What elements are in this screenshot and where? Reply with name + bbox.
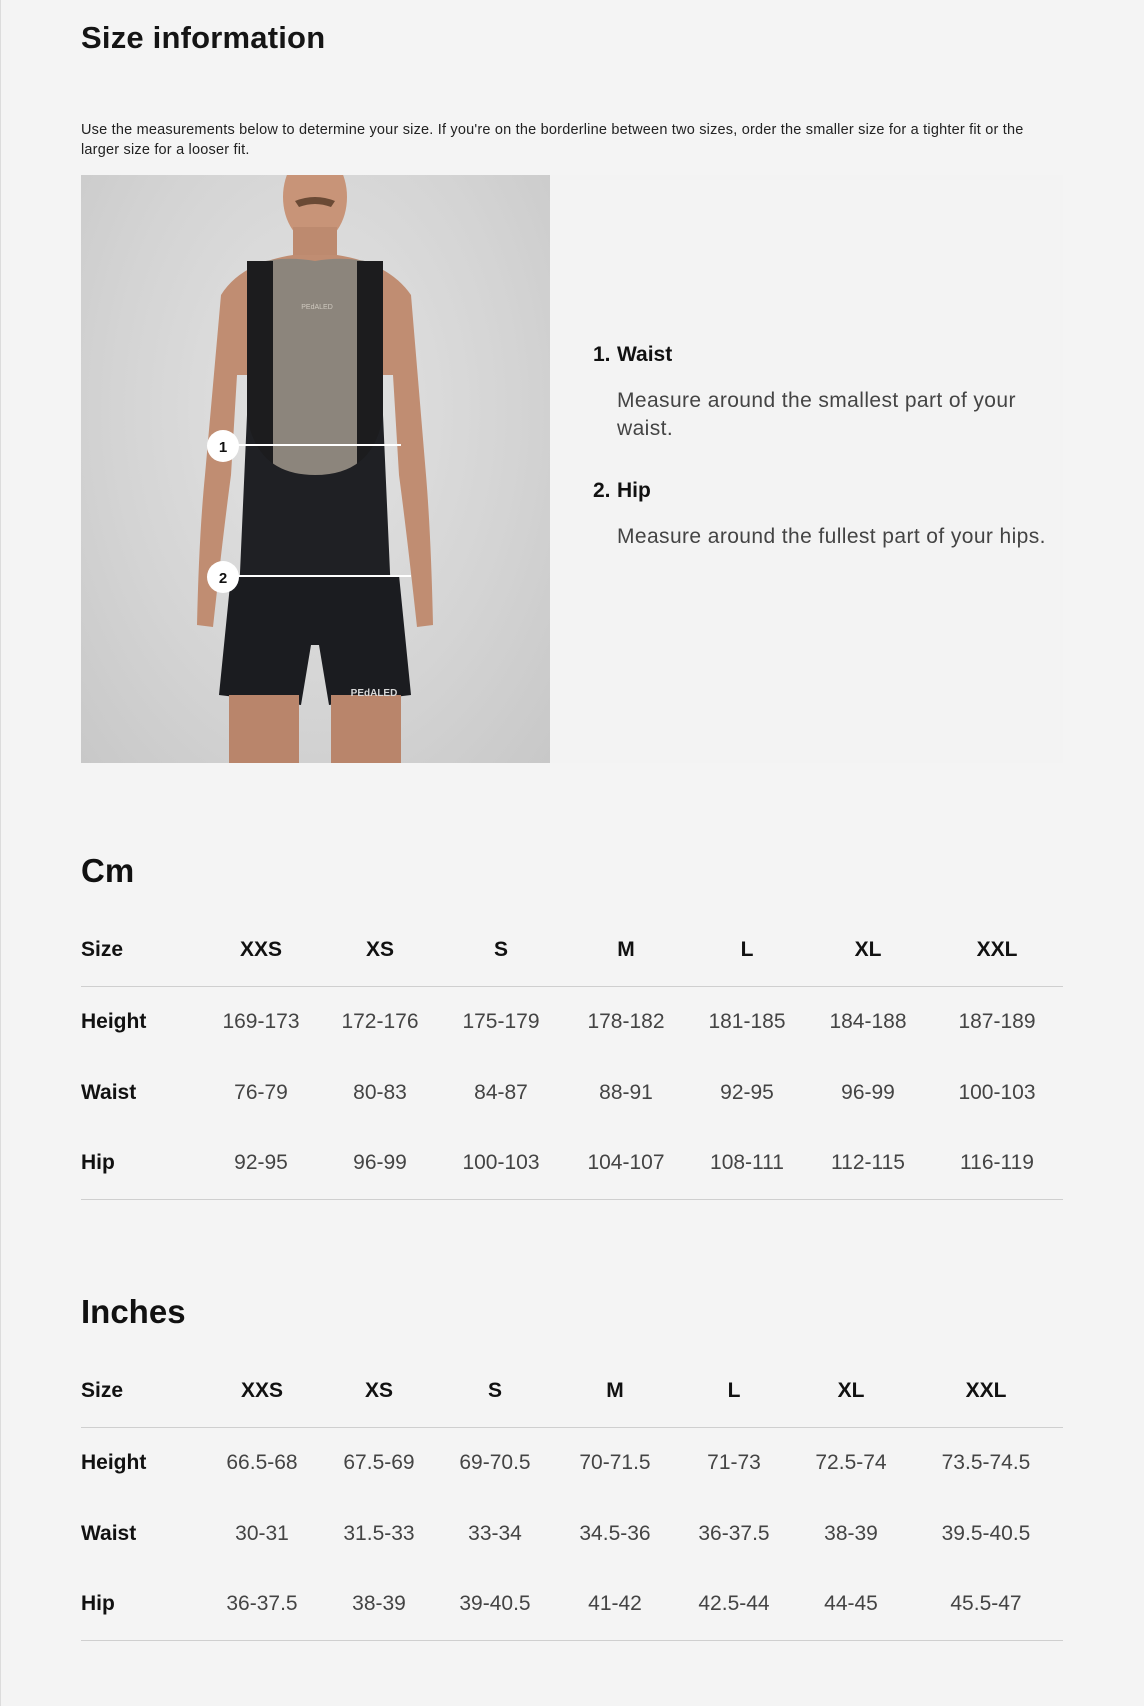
measurement-name: Hip: [617, 479, 651, 502]
table-cell: 96-99: [841, 1080, 895, 1104]
measurement-waist: [593, 343, 1053, 443]
table-cell: 33-34: [468, 1521, 522, 1545]
table-cell: 42.5-44: [675, 1569, 793, 1640]
table-cell: 172-176: [341, 1009, 419, 1033]
table-cell: 169-173: [222, 1009, 300, 1033]
table-cell: 80-83: [353, 1080, 407, 1104]
model-photo: [81, 175, 550, 763]
table-cell: 116-119: [931, 1128, 1063, 1199]
table-header-row: [81, 1355, 1063, 1427]
table-cell: 104-107: [563, 1128, 689, 1199]
waist-marker-label: 1: [218, 439, 228, 456]
table-row: [81, 1427, 1063, 1498]
row-label: Waist: [81, 1521, 137, 1545]
table-cell: 181-185: [708, 1009, 786, 1033]
column-header: XXL: [909, 1355, 1063, 1427]
page-title: Size information: [81, 20, 326, 55]
measurement-description: Measure around the smallest part of your waist.: [617, 389, 1016, 440]
row-label: Waist: [81, 1080, 137, 1104]
table-cell: 76-79: [234, 1080, 288, 1104]
column-header: S: [439, 914, 563, 986]
table-row: [81, 1128, 1063, 1199]
intro-text: Use the measurements below to determine your size. If you're on the borderline between two sizes, order the smaller size for a tighter fit or the larger size for a looser fit.: [81, 122, 1024, 158]
table-cell: 100-103: [439, 1128, 563, 1199]
table-cell: 70-71.5: [579, 1450, 651, 1474]
hip-marker-label: 2: [218, 570, 228, 587]
table-cell: 92-95: [201, 1128, 321, 1199]
column-header: XS: [321, 914, 439, 986]
measurement-instructions: [593, 343, 1053, 587]
table-cell: 187-189: [958, 1009, 1036, 1033]
model-illustration: [81, 175, 550, 763]
inches-section-title: Inches: [81, 1293, 186, 1330]
table-cell: 71-73: [707, 1450, 761, 1474]
column-header: M: [555, 1355, 675, 1427]
column-header: M: [563, 914, 689, 986]
cm-section-title: Cm: [81, 852, 135, 889]
measurement-number: 1.: [593, 343, 611, 366]
row-label: Hip: [81, 1128, 201, 1199]
column-header: XS: [323, 1355, 435, 1427]
table-cell: 66.5-68: [226, 1450, 298, 1474]
table-cell: 184-188: [829, 1009, 907, 1033]
table-cell: 112-115: [805, 1128, 931, 1199]
table-cell: 92-95: [720, 1080, 774, 1104]
table-cell: 36-37.5: [201, 1569, 323, 1640]
table-row: [81, 986, 1063, 1057]
table-row: [81, 1057, 1063, 1128]
table-cell: 38-39: [323, 1569, 435, 1640]
column-header: XL: [793, 1355, 909, 1427]
waist-marker: [207, 430, 239, 462]
measurement-figure: [81, 175, 1063, 763]
table-cell: 100-103: [958, 1080, 1036, 1104]
measurement-name: Waist: [617, 343, 673, 366]
table-cell: 44-45: [793, 1569, 909, 1640]
column-header: L: [689, 914, 805, 986]
table-cell: 67.5-69: [343, 1450, 415, 1474]
hip-marker: [207, 561, 239, 593]
table-cell: 73.5-74.5: [941, 1450, 1031, 1474]
table-cell: 108-111: [689, 1128, 805, 1199]
table-row: [81, 1569, 1063, 1640]
table-cell: 30-31: [235, 1521, 289, 1545]
inches-size-table: [81, 1355, 1063, 1641]
table-cell: 31.5-33: [343, 1521, 415, 1545]
column-header: XXS: [201, 914, 321, 986]
column-header: XXL: [931, 914, 1063, 986]
table-cell: 34.5-36: [579, 1521, 651, 1545]
column-header: Size: [81, 914, 201, 986]
table-cell: 39.5-40.5: [941, 1521, 1031, 1545]
table-cell: 72.5-74: [815, 1450, 887, 1474]
row-label: Height: [81, 1009, 147, 1033]
row-label: Height: [81, 1450, 147, 1474]
table-cell: 39-40.5: [435, 1569, 555, 1640]
cm-size-table: [81, 914, 1063, 1200]
column-header: Size: [81, 1355, 201, 1427]
column-header: L: [675, 1355, 793, 1427]
shorts-brand: PEdALED: [350, 688, 398, 699]
measurement-hip: [593, 479, 1053, 551]
table-cell: 88-91: [599, 1080, 653, 1104]
chest-brand: PEdALED: [301, 304, 333, 311]
table-cell: 69-70.5: [459, 1450, 531, 1474]
column-header: XL: [805, 914, 931, 986]
row-label: Hip: [81, 1569, 201, 1640]
table-cell: 38-39: [824, 1521, 878, 1545]
table-cell: 36-37.5: [698, 1521, 770, 1545]
table-row: [81, 1498, 1063, 1569]
column-header: XXS: [201, 1355, 323, 1427]
table-cell: 175-179: [462, 1009, 540, 1033]
table-cell: 45.5-47: [909, 1569, 1063, 1640]
table-header-row: [81, 914, 1063, 986]
measurement-description: Measure around the fullest part of your hips.: [617, 525, 1046, 548]
page-edge: [0, 0, 1, 1706]
table-cell: 41-42: [555, 1569, 675, 1640]
table-cell: 178-182: [587, 1009, 665, 1033]
table-cell: 84-87: [474, 1080, 528, 1104]
column-header: S: [435, 1355, 555, 1427]
measurement-number: 2.: [593, 479, 611, 502]
table-cell: 96-99: [321, 1128, 439, 1199]
